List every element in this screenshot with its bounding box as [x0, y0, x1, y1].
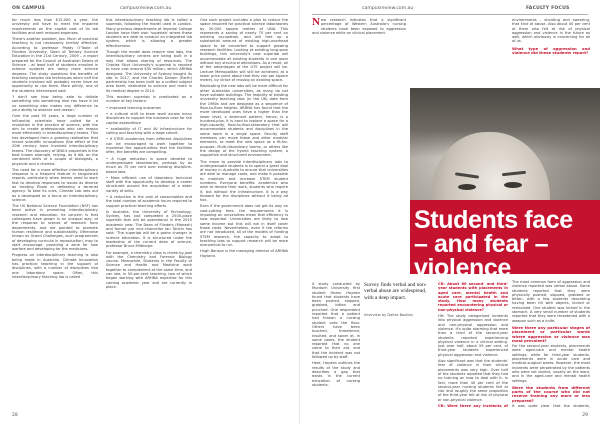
- paragraph: For example, a chemistry class is cheek-by-jowl with the Chemistry and Forensic Biology course. Meanwhile, Students in the Faculty of Science and Health and Medicine work together to complement at the same time, and can see, in 50-per-cent teaching, two of which began working with ARHNA expertise for this coming academic year and are currently in place.: [106, 250, 192, 289]
- photo-eye-right: [504, 182, 522, 188]
- paragraph: The move to provide interdisciplinary labs to undergraduate students is to spend a great deal of money in Australia to ensure that universities are able to manage costs, and make it possible to maintain and increase STEM student numbers. Everyone benefits: academics who wish to devote their work, students who require it, but without the infrastructure. It is a way forward for the disciplines without it being ad hoc.: [200, 159, 288, 203]
- paragraph: Progress on interdisciplinary teaching is also being made in Australia. Climate Innovation has practical teaching in the support of disciplines, with a number of disciplines into one laboratory space. Often, this interdisciplinary teaching lab is called: [12, 253, 98, 279]
- right-column-0-top: [312, 18, 406, 80]
- paragraph: What type of aggression and violence did these students report?: [512, 45, 590, 56]
- right-column-1: [312, 282, 360, 408]
- paragraph: environments – shouting and swearing, that kind of abuse. Also about 40 per cent of them also felt at risk of physical aggression and violence in the future as well, which obviously is concerning for all of us.: [512, 18, 590, 44]
- right-column-2: [438, 282, 508, 408]
- paragraph: • availability of IT and AV infrastructure for calling and teaching with a large cohort.: [106, 126, 192, 136]
- website-right[interactable]: campusreview.com.au: [362, 6, 414, 11]
- website-left[interactable]: campusreview.com.au: [120, 6, 172, 11]
- paragraph: For the second-year students, placements were aged-care and mental health settings, while for third-year students, placements were in acute care and medical-surgical wards. However, the most incidents were perpetrated by the patients who were not violent, usually on the ward, and in the aged-care and mental health settings.: [512, 344, 590, 383]
- paragraph: • If STEM academics from different disciplines can be encouraged to work together to maximise the opportunities that the facilities offer, the benefits are compelling.: [106, 137, 192, 155]
- standfirst: Survey finds verbal and non-verbal abuse are widespread, with a deep impact.: [364, 282, 427, 301]
- paragraph: this interdisciplinary teaching lab is called a superlab, following the model used in London. Many previous departments at Imperial College London have their own 'superlab' where these students are able to conduct an integrated lab system, which is allowing a greater effectiveness.: [106, 18, 192, 48]
- photo-eye-left: [458, 184, 476, 190]
- lead-paragraph: [312, 18, 406, 35]
- right-column-3-bottom: [512, 280, 590, 408]
- paragraph: for much less than $15,000 a year, the university will have to meet the impaired requirements on the capital cost of its lab facilities and sent reduced expenses.: [12, 18, 98, 35]
- paragraph: One such project includes a plan to reduce the space required for practical science laboratories by 50,000 square metres of UNA. This represents a saving of nearly 70 per cent on existing occupation, and will free up a substantial amount of existing high-overhead space to be converted to support growing research facilities. Looking at existing long-span buildings, this university's new superlab will accommodate all existing students in one room without any structural alterations. As a result, all of the advantages of the UTS project will be. Lecture Metropolitan will still be achieved, at a lower price point about that they can per square metre), by virtue of reusing an existing space.: [200, 18, 288, 83]
- section-label-right: FACULTY FOCUS: [526, 6, 570, 11]
- paragraph: Were there any particular stages of placement or particular wards where aggression or violence was most prevalent?: [512, 324, 590, 343]
- paragraph: A study conducted by Murdoch University first student Hearn Hoyden found that students have been pushed, slapped, grabbed, bitten and punched. One respondent reported that a patient had thrown a nursing student onto the floor. Others have been touched, threatened, insulted, and sworn at. In some cases, the student reported that no one came to their aid, and that the incident was not followed up by staff.: [312, 282, 360, 360]
- paragraph: In Australia, the University of Technology, Sydney, has just completed a 2500-place superlab that will be operational in the 2015 academic year. The Dean of Flinders (Monash) and former pro vice-chancellor Ian Tonkin has said: 'The superlab will be a game changer in science education. It is structured under the leadership of the current dean of science, professor Bruce Milthorpe.: [106, 209, 192, 249]
- paragraph: CR: Were there any incidents of: [438, 404, 508, 408]
- paragraph: Though the model does require new labs, the interdisciplinary centres are being built in a way that allows sharing of resources. The Charles Sturt University's superlab is reputed to have cost around $30 million, which ARHNA designed. The University of Sydney bought its site in 2017, and the Charles Darwin (Earth) partnership has been built by a unified subject area team, dedicated to science and math in its medical degree in 2014.: [106, 50, 192, 93]
- paragraph: • A huge reduction in space devoted to undergraduate laboratories, perhaps by as much as 70 per cent over existing discipline-based labs.: [106, 156, 192, 174]
- headline-area: [300, 200, 600, 282]
- paragraph: Here, Hoyden outlines the results of the study and describes a gap that exists in the current education of nursing students.: [312, 361, 360, 387]
- article-headline: Students face – and fear – violence: [414, 206, 573, 282]
- right-page: [300, 0, 600, 424]
- paragraph: The US National Science Foundation (NSF) has been active in promoting interdisciplinary research and education. Its concern is that colleagues have grown in an unequal way, of the response to scenes of research from departments, and are pointed to promote human resilience and sustainability. Otherwise known as Grand Challenges, such programmes of developing curricula in reproduction, may to start encourage, providing a zone for how warfare and developing for the medicines.: [12, 204, 98, 252]
- paragraph: • improved learning outcomes: [106, 105, 161, 110]
- paragraph: Also significant was that the students' fear of violence in their clinical placements was very high. Over half of the students reported that they had no training on how to deal with it. In fact, more than 40 per cent of the second-year nursing students felt at risk and roughly the same proportion of the third-year felt at risk of physical or non-physical violence.: [438, 359, 508, 402]
- page-number-right: 29: [582, 413, 588, 418]
- drop-cap: N: [312, 18, 320, 28]
- paragraph: CR: About 60 second- and third-year students with placements in aged care, mental health and acute care participated in the study. How many students reported encountering physical or non-physical violence?: [438, 282, 508, 312]
- paragraph: The most common form of aggression and violence reported was verbal abuse. Some students reported that they were physically pushed, slapped, grabbed or bitten, with a few students describing having been hit with objects, kicked or restrained. One student was kicked in the stomach. A very small number of students reported that they were threatened with a weapon such as a knife.: [512, 280, 590, 323]
- header-rule-left: [12, 14, 288, 15]
- paragraph: Hugh Benson is the managing director of ARHNA Hoyland.: [200, 249, 288, 258]
- left-column-1: [12, 18, 98, 408]
- paragraph: This modern superlab is predicated on a number of key factors:: [106, 95, 192, 104]
- paragraph: There's another problem, too. Much of practical teaching is not necessarily terribly effective. According to professor Paddy O'Toole of Flinders University, Dean of Tertiary Science Education in the 21st Century, 2009 – a report prepared for the Council of Australian Deans of Science – at least half of students enrolled in science subjects are doing more science degrees. The study questions the benefits of teaching complex lab techniques when half the students involved will probably never have an opportunity to use them. More pithily, one of the students interviewed said:: [12, 37, 98, 93]
- paragraph: Were the students from different parts of the course who did not receive training any more or less prepared?: [512, 384, 590, 403]
- paragraph: • a cultural shift to team work across many disciplines to support the business case for the capital expenditure: [106, 111, 192, 125]
- paragraph: It was quite clear that the students,: [512, 404, 590, 408]
- paragraph: Replicating the new labs will be more difficult for other Australian universities, as many do not have suitable buildings. The majority of existing university teaching labs (in the UK) date from the 1960s and are designed as a sequence of floor-to-floor heights. ARHNA has found that the more developed ones have a higher than the lower level, a dominant pattern, hence, is a hundred-plus, it is hard to replace a space for a high-capacity, floor-to-floor-laboratory that will accommodate students and disciplines in the same room in a single space. Faculty staff members can move these and other modular elements, to meet the new space as a fit-for-purpose. Multi-disciplinary teams, or others like the design of the hybrid teaching system, a supportive and structured environment.: [200, 84, 288, 158]
- paragraph: Over the past 50 years, a large number of influential scientists have called for a revolution in the practice of science, with the aim to create professionals who can reason more effectively in interdisciplinary teams. This has developed from a growing realisation that recent scientific innovations (the effect of the 20th century have involved interdisciplinary teams. The discovery of DNA's properties is the best known example, relying, as it did, on the combined skills of a couple of biologists, a physicist and a chemist.: [12, 114, 98, 166]
- paragraph: The need for a more effective interdisciplinary response is a frequent feature in tanguished reports, particularly when teams need to work fast to develop responses to issues as diverse as treating Ebola or defeating a terrorist agency. To take its cues, Climate Lab sets out as a developed on a focus on interdisciplinary science.: [12, 167, 98, 202]
- left-column-3: [200, 18, 288, 408]
- lead-text: ew research indicates that a significant percentage of Western Australia's nursing students have been exposed to aggression and violence while on clinical placement.: [312, 18, 406, 35]
- section-label-left: ON CAMPUS: [12, 6, 46, 11]
- byline: Interview by Dallas Bastian: [364, 313, 414, 317]
- right-column-3-top: [512, 18, 590, 84]
- page-number-left: 28: [12, 413, 18, 418]
- paragraph: HH: The study categorised incidents into physical aggression and violence and non-physical aggression and violence. It's quite alarming that more than a third of the second-year students reported experiencing physical violence in a clinical setting. Just over half, about 59 per cent, of third-year students experienced physical aggression and violence.: [438, 314, 508, 357]
- paragraph: Even if the government does not get its way on cost-cutting fees, the requirements it is imposing on universities mean that efficiency is now essential. Universities are likely to lose some income but this will not in itself cover those costs. Nevertheless, even if the reforms are not introduced, all of the models of funding STEM research, the capacity to adapt to teaching labs to support research will be more economical to run.: [200, 204, 288, 248]
- paragraph: • A reduction in the cost of consumables and the total number of academic hours required to support practical teaching efforts.: [106, 194, 192, 208]
- paragraph: 'I don't see how being able to dribble something into something else can have it let us something else makes any difference to your ability to observe and reason.': [12, 95, 98, 112]
- left-column-2: [106, 18, 192, 408]
- header-rule-right: [312, 14, 588, 15]
- paragraph: • More efficient use of laboratory technical staff with the opportunity to develop a career structured around the acquisition of a wider variety of skills.: [106, 175, 192, 193]
